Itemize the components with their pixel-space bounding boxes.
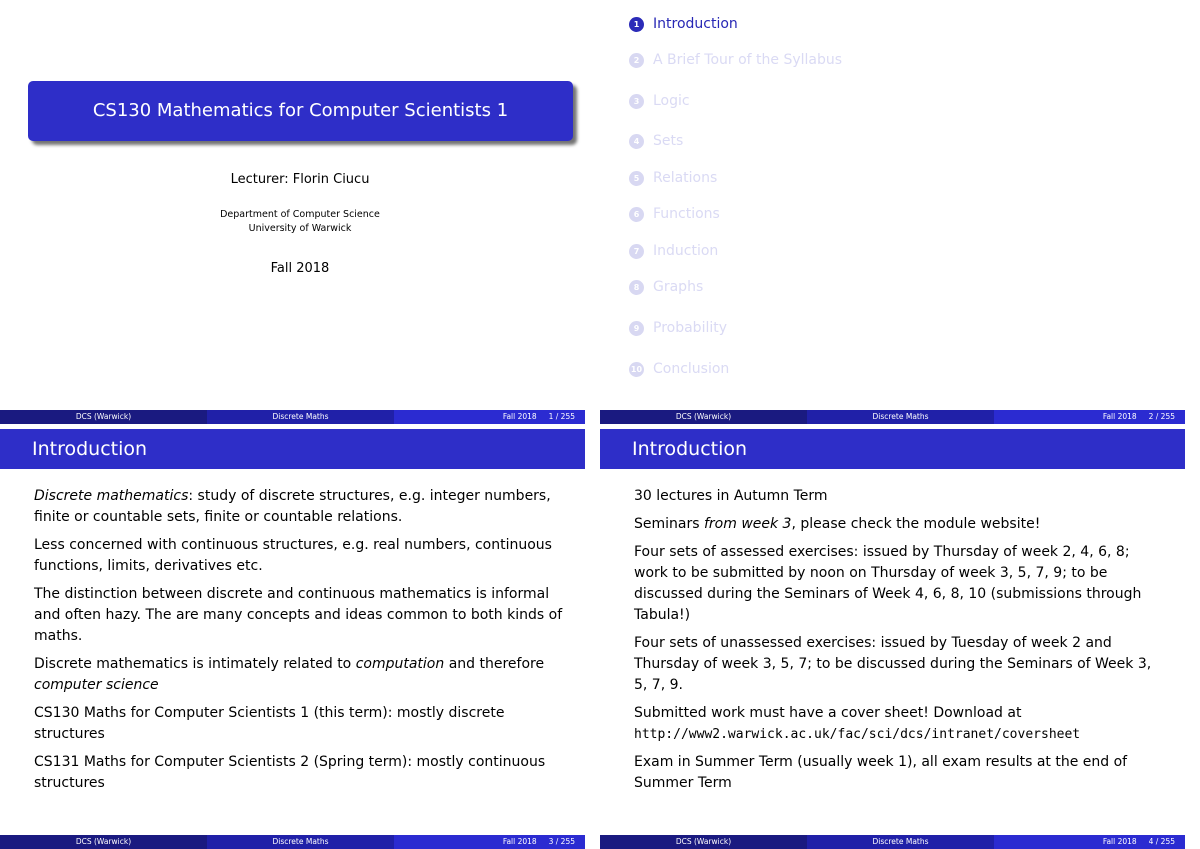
toc-item-functions[interactable] [629,206,720,222]
footer-title: Discrete Maths [207,410,394,424]
toc-label: Sets [653,133,684,149]
paragraph [34,654,564,696]
toc-item-syllabus[interactable] [629,52,842,68]
toc-label: Functions [653,206,720,222]
paragraph: Four sets of unassessed exercises: issued by Tuesday of week 2 and Thursday of week 3, 5, 7; to be discussed during the Seminars of Week 3, 5, 7, 9. [634,635,1152,693]
footer-title: Discrete Maths [807,410,994,424]
toc-item-conclusion[interactable] [629,361,729,377]
toc-item-probability[interactable] [629,320,727,336]
toc-label: Graphs [653,279,704,295]
footer-author: DCS (Warwick) [0,410,207,424]
toc-number-badge: 10 [629,362,644,377]
text: and therefore [444,656,545,672]
slide-body [34,486,564,801]
footer-date-page [394,835,585,849]
toc-label: Relations [653,170,718,186]
term-label: Fall 2018 [270,261,330,276]
text: , please check the module website! [791,516,1041,532]
footer-title: Discrete Maths [807,835,994,849]
slide-introduction-2 [600,424,1185,849]
toc-item-relations[interactable] [629,170,717,186]
footer-author: DCS (Warwick) [600,835,807,849]
footer-date-page [394,410,585,424]
emphasis: computer science [34,677,159,693]
toc-number-badge: 8 [629,280,644,295]
toc-item-graphs[interactable] [629,279,703,295]
toc-number-badge: 5 [629,171,644,186]
footer-author: DCS (Warwick) [600,410,807,424]
slide-title [0,0,585,424]
toc-label: Conclusion [653,361,730,377]
text: Submitted work must have a cover sheet! Download at [634,705,1022,721]
toc-label: A Brief Tour of the Syllabus [653,52,843,68]
slide-header: Introduction [600,429,1185,469]
lecturer-name: Lecturer: Florin Ciucu [230,172,370,187]
toc-label: Introduction [653,16,738,32]
paragraph: CS130 Maths for Computer Scientists 1 (this term): mostly discrete structures [34,705,505,742]
paragraph: 30 lectures in Autumn Term [634,488,828,504]
university-name: University of Warwick [248,223,352,234]
text: : study of discrete structures, e.g. integer numbers, finite or countable sets, finite or countable relations. [34,488,551,525]
emphasis: computation [355,656,445,672]
slide-footer [600,835,1185,849]
slide-introduction-1 [0,424,585,849]
coversheet-link[interactable]: http://www2.warwick.ac.uk/fac/sci/dcs/intranet/coversheet [634,727,1081,742]
slide-header: Introduction [0,429,585,469]
paragraph [34,486,564,528]
text: Discrete mathematics is intimately related to [34,656,356,672]
emphasis: from week 3 [703,516,792,532]
toc-item-introduction[interactable] [629,16,738,32]
toc-label: Logic [653,93,690,109]
toc-item-induction[interactable] [629,243,718,259]
footer-author: DCS (Warwick) [0,835,207,849]
footer-page: 1 / 255 [548,412,575,421]
slide-footer [0,835,585,849]
toc-label: Induction [653,243,719,259]
paragraph: The distinction between discrete and continuous mathematics is informal and often hazy. The are many concepts and ideas common to both kinds of maths. [34,586,563,644]
footer-date-page [994,410,1185,424]
toc-item-logic[interactable] [629,93,690,109]
slide-body [634,486,1164,801]
paragraph: Exam in Summer Term (usually week 1), all exam results at the end of Summer Term [634,754,1128,791]
footer-date: Fall 2018 [1102,837,1137,846]
toc-number-badge: 3 [629,94,644,109]
slide-footer [0,410,585,424]
toc-label: Probability [653,320,728,336]
toc-number-badge: 6 [629,207,644,222]
footer-date: Fall 2018 [1102,412,1137,421]
slide-footer [600,410,1185,424]
toc-number-badge: 9 [629,321,644,336]
footer-date: Fall 2018 [502,412,537,421]
emphasis: Discrete mathematics [34,488,189,504]
paragraph: Four sets of assessed exercises: issued by Thursday of week 2, 4, 6, 8; work to be submitted by noon on Thursday of week 3, 5, 7, 9; to be discussed during the Seminars of Week 4, 6, 8, 10 (submissions through Tabula!) [634,544,1142,623]
toc-number-badge: 4 [629,134,644,149]
footer-page: 4 / 255 [1148,837,1175,846]
footer-page: 3 / 255 [548,837,575,846]
presentation-title: CS130 Mathematics for Computer Scientists 1 [28,81,573,141]
footer-page: 2 / 255 [1148,412,1175,421]
toc-number-badge: 1 [629,17,644,32]
toc-item-sets[interactable] [629,133,683,149]
toc-number-badge: 7 [629,244,644,259]
footer-date-page [994,835,1185,849]
slide-outline [600,0,1185,424]
toc-number-badge: 2 [629,53,644,68]
footer-date: Fall 2018 [502,837,537,846]
text: Seminars [634,516,704,532]
department-name: Department of Computer Science [220,209,380,220]
paragraph: Less concerned with continuous structures, e.g. real numbers, continuous functions, limits, derivatives etc. [34,537,552,574]
paragraph: CS131 Maths for Computer Scientists 2 (Spring term): mostly continuous structures [34,754,546,791]
footer-title: Discrete Maths [207,835,394,849]
paragraph [634,703,1164,745]
paragraph [634,514,1164,535]
